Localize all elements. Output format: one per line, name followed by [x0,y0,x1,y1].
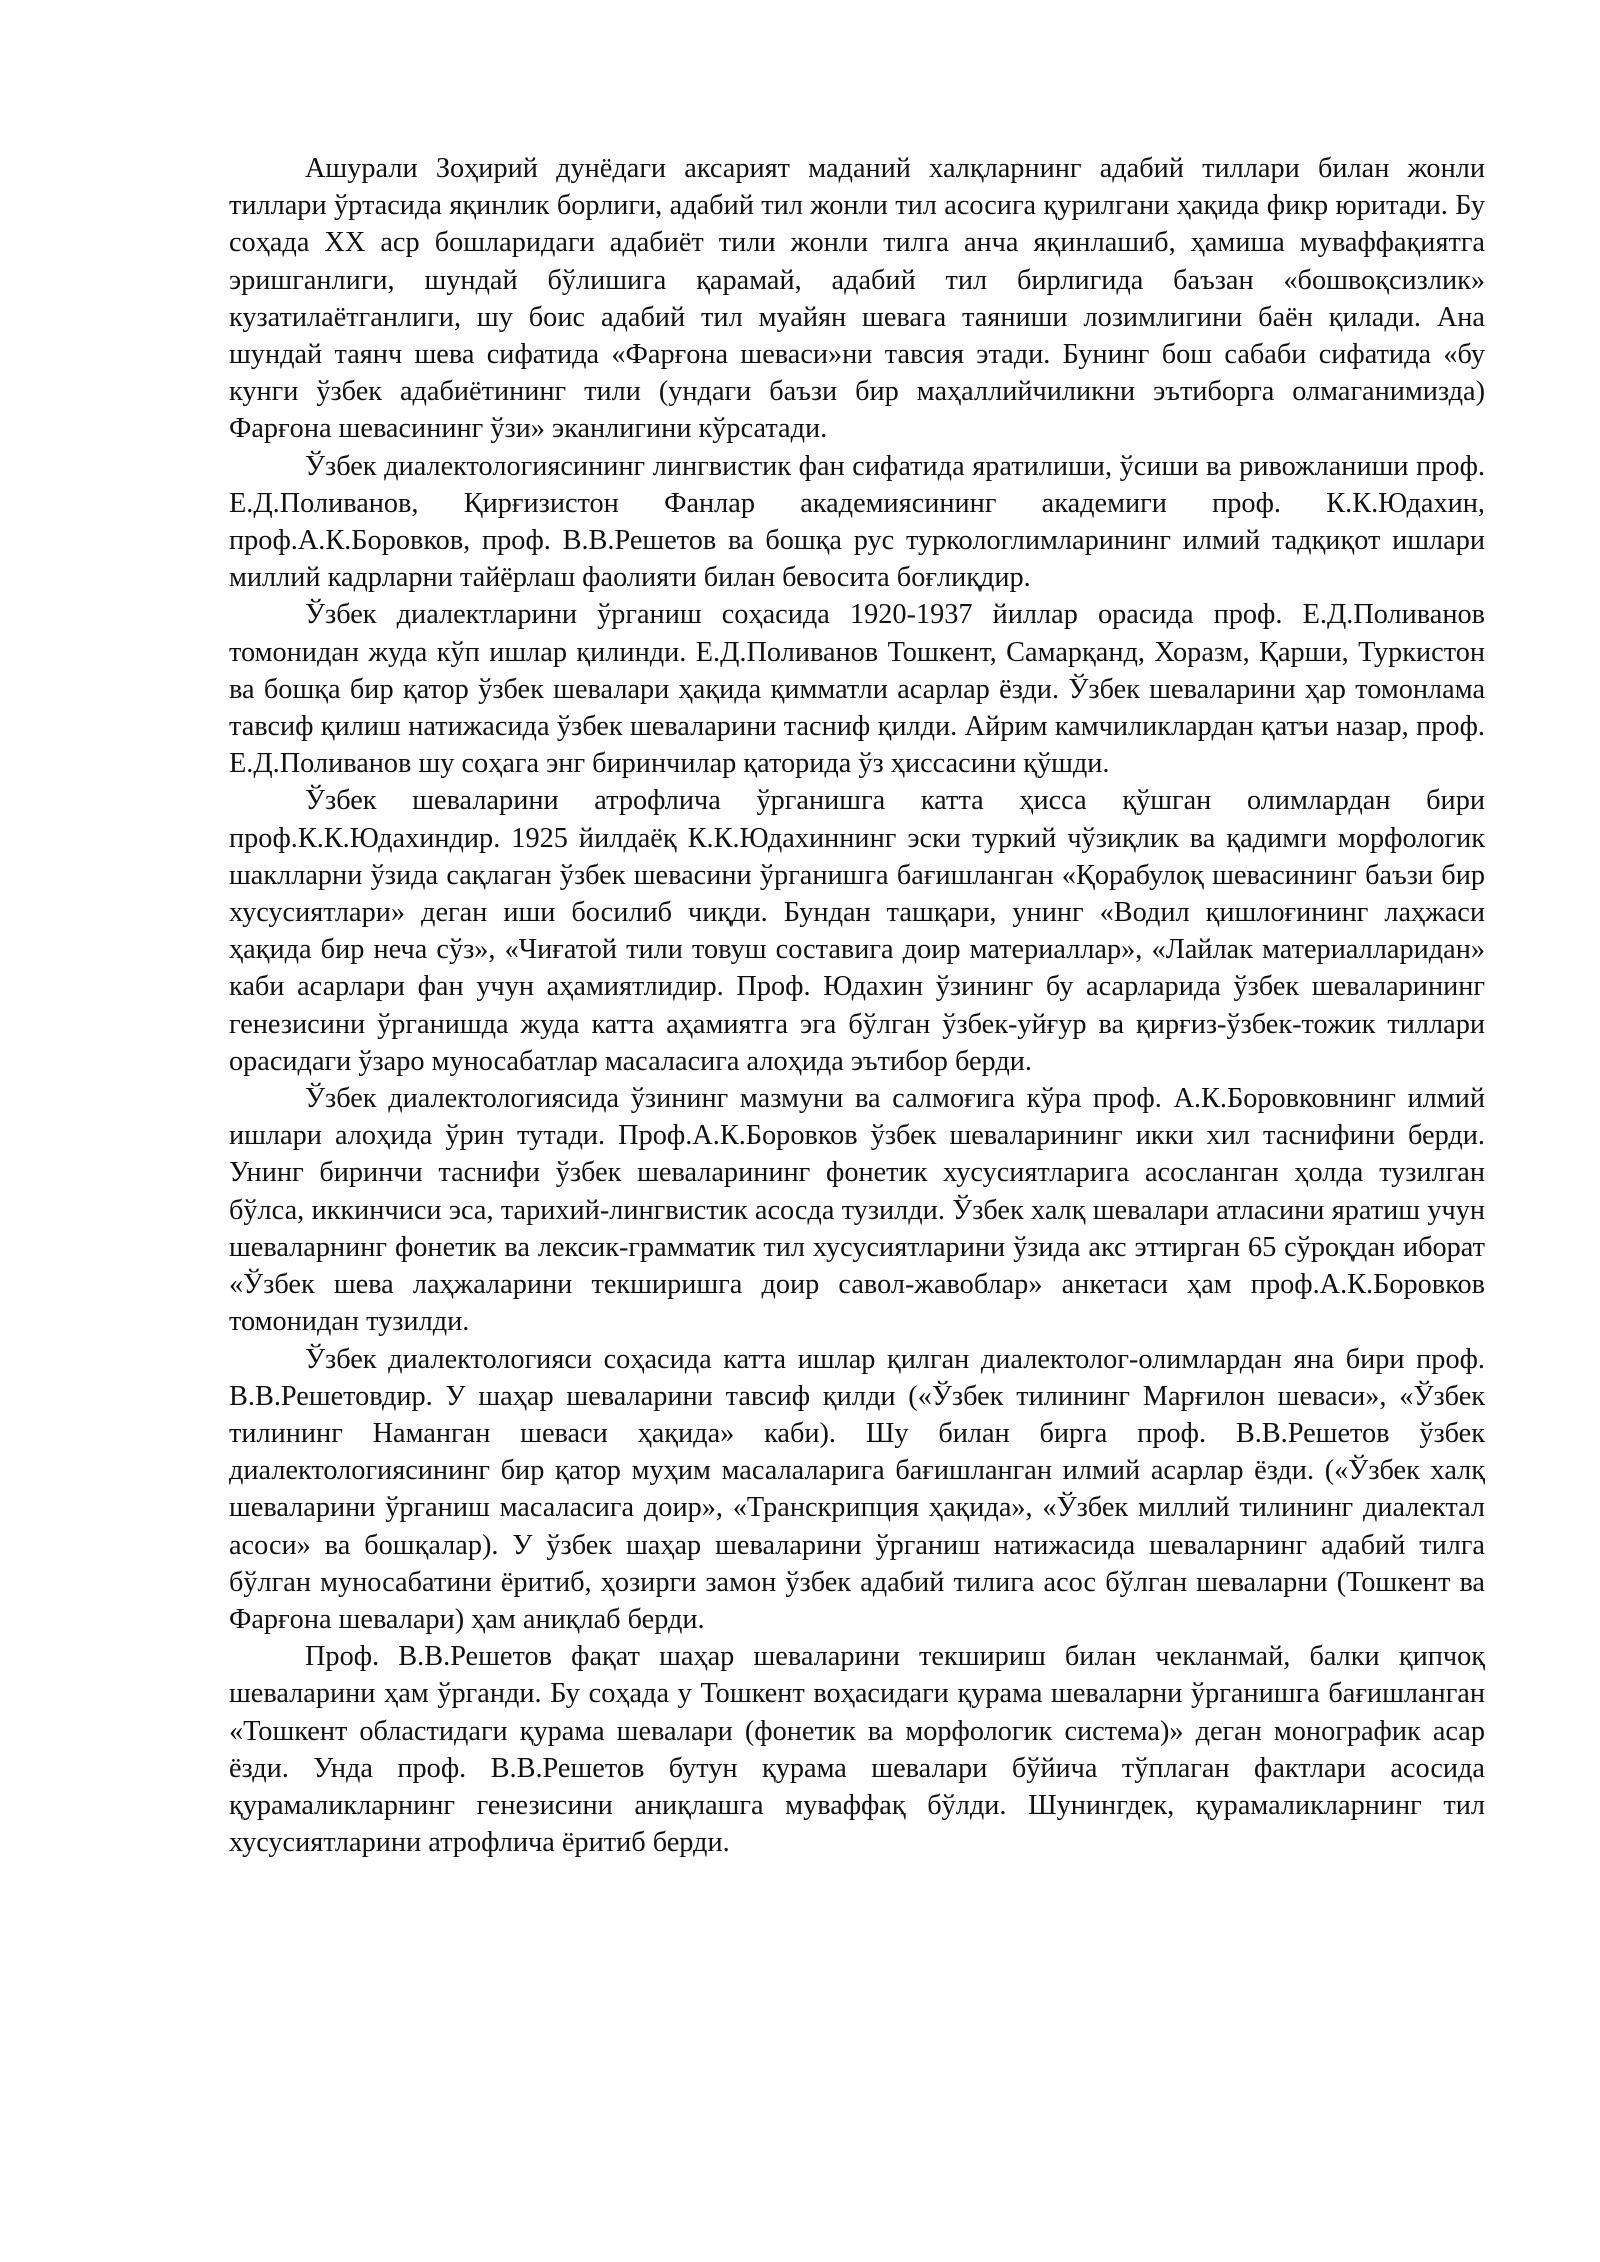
paragraph-dialectology-origins: Ўзбек диалектологиясининг лингвистик фан сифатида яратилиши, ўсиши ва ривожланиши проф. Е.Д.Поливанов, Қирғизистон Фанлар академиясининг академиги проф. К.К.Юдахин, проф.А.К.Боровков, проф. В.В.Решетов ва бошқа рус туркологлимларининг илмий тадқиқот ишлари миллий кадрларни тайёрлаш фаолияти билан бевосита боғлиқдир. [229,450,1485,594]
paragraph-reshetov: Ўзбек диалектологияси соҳасида катта ишлар қилган диалектолог-олимлардан яна бири проф. В.В.Решетовдир. У шаҳар шеваларини тавсиф қилди («Ўзбек тилининг Марғилон шеваси», «Ўзбек тилининг Наманган шеваси ҳақида» каби). Шу билан бирга проф. В.В.Решетов ўзбек диалектологиясининг бир қатор муҳим масалаларига бағишланган илмий асарлар ёзди. («Ўзбек халқ шеваларини ўрганиш масаласига доир», «Транскрипция ҳақида», «Ўзбек миллий тилининг диалектал асоси» ва бошқалар). У ўзбек шаҳар шеваларини ўрганиш натижасида шеваларнинг адабий тилга бўлган муносабатини ёритиб, ҳозирги замон ўзбек адабий тилига асос бўлган шеваларни (Тошкент ва Фарғона шевалари) ҳам аниқлаб берди. [229,1343,1485,1635]
paragraph-yudakhin: Ўзбек шеваларини атрофлича ўрганишга катта ҳисса қўшган олимлардан бири проф.К.К.Юдахиндир. 1925 йилдаёқ К.К.Юдахиннинг эски туркий чўзиқлик ва қадимги морфологик шаклларни ўзида сақлаган ўзбек шевасини ўрганишга бағишланган «Қорабулоқ шевасининг баъзи бир хусусиятлари» деган иши босилиб чиқди. Бундан ташқари, унинг «Водил қишлоғининг лаҳжаси ҳақида бир неча сўз», «Чиғатой тили товуш составига доир материаллар», «Лайлак материалларидан» каби асарлари фан учун аҳамиятлидир. Проф. Юдахин ўзининг бу асарларида ўзбек шеваларининг генезисини ўрганишда жуда катта аҳамиятга эга бўлган ўзбек-уйғур ва қирғиз-ўзбек-тожик тиллари орасидаги ўзаро муносабатлар масаласига алоҳида эътибор берди. [229,785,1485,1077]
paragraph-polivanov: Ўзбек диалектларини ўрганиш соҳасида 1920-1937 йиллар орасида проф. Е.Д.Поливанов томонидан жуда кўп ишлар қилинди. Е.Д.Поливанов Тошкент, Самарқанд, Хоразм, Қарши, Туркистон ва бошқа бир қатор ўзбек шевалари ҳақида қимматли асарлар ёзди. Ўзбек шеваларини ҳар томонлама тавсиф қилиш натижасида ўзбек шеваларини тасниф қилди. Айрим камчиликлардан қатъи назар, проф. Е.Д.Поливанов шу соҳага энг биринчилар қаторида ўз ҳиссасини қўшди. [229,599,1485,780]
paragraph-zohiriy: Ашурали Зоҳирий дунёдаги аксарият маданий халқларнинг адабий тиллари билан жонли тиллари ўртасида яқинлик борлиги, адабий тил жонли тил асосига қурилгани ҳақида фикр юритади. Бу соҳада ХХ аср бошларидаги адабиёт тили жонли тилга анча яқинлашиб, ҳамиша муваффақиятга эришганлиги, шундай бўлишига қарамай, адабий тил бирлигида баъзан «бошвоқсизлик» кузатилаётганлиги, шу боис адабий тил муайян шевага таяниши лозимлигини баён қилади. Ана шундай таянч шева сифатида «Фарғона шеваси»ни тавсия этади. Бунинг бош сабаби сифатида «бу кунги ўзбек адабиётининг тили (ундаги баъзи бир маҳаллийчиликни эътиборга олмаганимизда) Фарғона шевасининг ўзи» эканлигини кўрсатади. [229,153,1485,445]
document-body [229,150,1485,1861]
paragraph-borovkov: Ўзбек диалектологиясида ўзининг мазмуни ва салмоғига кўра проф. А.К.Боровковнинг илмий ишлари алоҳида ўрин тутади. Проф.А.К.Боровков ўзбек шеваларининг икки хил таснифини берди. Унинг биринчи таснифи ўзбек шеваларининг фонетик хусусиятларига асосланган ҳолда тузилган бўлса, иккинчиси эса, тарихий-лингвистик асосда тузилди. Ўзбек халқ шевалари атласини яратиш учун шеваларнинг фонетик ва лексик-грамматик тил хусусиятларини ўзида акс эттирган 65 сўроқдан иборат «Ўзбек шева лаҳжаларини текширишга доир савол-жавоблар» анкетаси ҳам проф.А.К.Боровков томонидан тузилди. [229,1083,1485,1338]
paragraph-reshetov-kipchak: Проф. В.В.Решетов фақат шаҳар шеваларини текшириш билан чекланмай, балки қипчоқ шеваларини ҳам ўрганди. Бу соҳада у Тошкент воҳасидаги қурама шеваларни ўрганишга бағишланган «Тошкент областидаги қурама шевалари (фонетик ва морфологик система)» деган монографик асар ёзди. Унда проф. В.В.Решетов бутун қурама шевалари бўйича тўплаган фактлари асосида қурамаликларнинг генезисини аниқлашга муваффақ бўлди. Шунингдек, қурамаликларнинг тил хусусиятларини атрофлича ёритиб берди. [229,1641,1485,1859]
